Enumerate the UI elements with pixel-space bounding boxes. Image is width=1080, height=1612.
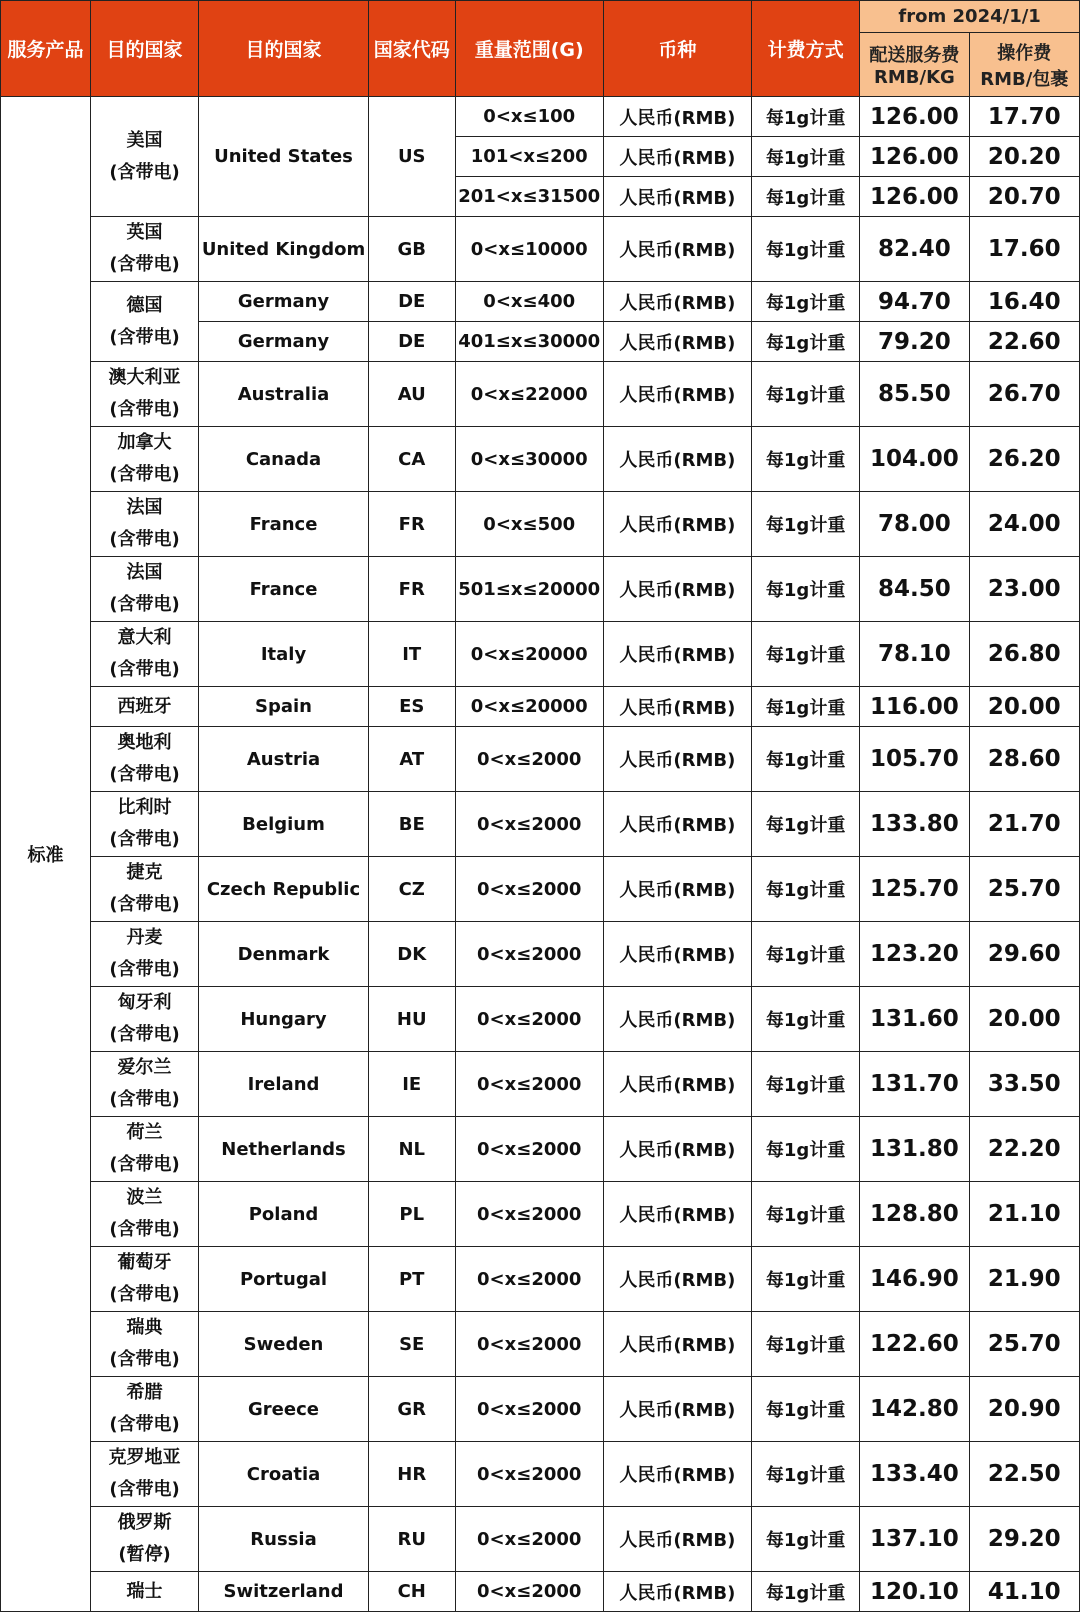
country-en-cell: Russia [199,1507,369,1572]
table-row [1,1052,1080,1117]
delivery-fee-cell: 142.80 [860,1377,969,1442]
weight-range-cell: 0<x≤2000 [455,1572,603,1612]
country-cn-note: (含带电) [109,1349,180,1370]
handling-fee-cell: 21.10 [969,1182,1079,1247]
country-cn-cell [90,1507,198,1572]
country-code-cell: HU [368,987,455,1052]
billing-method-cell: 每1g计重 [751,687,859,727]
country-code-cell: DE [368,282,455,322]
country-cn-name: 法国 [126,497,163,518]
country-cn-note: (含带电) [109,1089,180,1110]
delivery-fee-cell: 131.60 [860,987,969,1052]
country-cn-note: (含带电) [109,1154,180,1175]
country-cn-name: 荷兰 [126,1122,163,1143]
service-product-cell: 标准 [1,97,91,1612]
country-en-cell: Canada [199,427,369,492]
country-cn-note: (含带电) [109,1219,180,1240]
country-cn-note: (含带电) [109,399,180,420]
country-code-cell: FR [368,492,455,557]
country-code-cell: NL [368,1117,455,1182]
handling-fee-cell: 25.70 [969,1312,1079,1377]
currency-cell: 人民币(RMB) [603,137,751,177]
header-effective-date: from 2024/1/1 [860,1,1080,33]
country-en-cell: Portugal [199,1247,369,1312]
country-code-cell: GB [368,217,455,282]
country-cn-note: (含带电) [109,894,180,915]
weight-range-cell: 0<x≤30000 [455,427,603,492]
country-cn-name: 英国 [126,222,163,243]
country-cn-note: (含带电) [109,1024,180,1045]
country-cn-cell [90,687,198,727]
country-en-cell: Australia [199,362,369,427]
country-cn-name: 爱尔兰 [117,1057,172,1078]
handling-fee-cell: 24.00 [969,492,1079,557]
country-cn-note: (含带电) [109,1479,180,1500]
delivery-fee-cell: 146.90 [860,1247,969,1312]
header-handling-fee-unit: RMB/包裹 [980,68,1069,90]
billing-method-cell: 每1g计重 [751,922,859,987]
country-cn-cell [90,492,198,557]
header-delivery-fee [860,33,969,97]
country-cn-note: (含带电) [109,1284,180,1305]
weight-range-cell: 501≤x≤20000 [455,557,603,622]
country-cn-note: (含带电) [109,594,180,615]
country-cn-name: 澳大利亚 [108,367,181,388]
handling-fee-cell: 33.50 [969,1052,1079,1117]
header-handling-fee-label: 操作费 [997,42,1052,64]
currency-cell: 人民币(RMB) [603,687,751,727]
table-row [1,792,1080,857]
billing-method-cell: 每1g计重 [751,1312,859,1377]
weight-range-cell: 0<x≤2000 [455,1312,603,1377]
currency-cell: 人民币(RMB) [603,857,751,922]
billing-method-cell: 每1g计重 [751,177,859,217]
billing-method-cell: 每1g计重 [751,1442,859,1507]
country-cn-name: 匈牙利 [117,992,172,1013]
table-row [1,282,1080,322]
country-code-cell: GR [368,1377,455,1442]
table-row [1,1572,1080,1612]
handling-fee-cell: 17.60 [969,217,1079,282]
country-cn-cell [90,97,198,217]
weight-range-cell: 101<x≤200 [455,137,603,177]
weight-range-cell: 0<x≤2000 [455,1052,603,1117]
country-code-cell: SE [368,1312,455,1377]
currency-cell: 人民币(RMB) [603,557,751,622]
country-code-cell: PL [368,1182,455,1247]
country-cn-cell [90,1572,198,1612]
country-cn-cell [90,282,198,362]
weight-range-cell: 0<x≤100 [455,97,603,137]
table-row [1,427,1080,492]
currency-cell: 人民币(RMB) [603,427,751,492]
currency-cell: 人民币(RMB) [603,1377,751,1442]
table-header [1,1,1080,97]
country-cn-cell [90,217,198,282]
country-cn-note: (含带电) [109,254,180,275]
country-code-cell: RU [368,1507,455,1572]
delivery-fee-cell: 116.00 [860,687,969,727]
handling-fee-cell: 25.70 [969,857,1079,922]
country-cn-name: 丹麦 [126,927,163,948]
country-cn-note: (含带电) [109,161,180,183]
country-en-cell: France [199,492,369,557]
country-cn-name: 捷克 [126,862,163,883]
country-cn-note: (含带电) [109,829,180,850]
weight-range-cell: 0<x≤2000 [455,792,603,857]
currency-cell: 人民币(RMB) [603,1052,751,1117]
weight-range-cell: 0<x≤2000 [455,727,603,792]
country-en-cell: Croatia [199,1442,369,1507]
billing-method-cell: 每1g计重 [751,622,859,687]
header-currency: 币种 [603,1,751,97]
delivery-fee-cell: 123.20 [860,922,969,987]
country-cn-name: 加拿大 [117,432,172,453]
weight-range-cell: 0<x≤20000 [455,687,603,727]
currency-cell: 人民币(RMB) [603,987,751,1052]
header-billing-method: 计费方式 [751,1,859,97]
header-handling-fee [969,33,1079,97]
delivery-fee-cell: 79.20 [860,322,969,362]
table-row [1,217,1080,282]
delivery-fee-cell: 122.60 [860,1312,969,1377]
handling-fee-cell: 20.00 [969,987,1079,1052]
country-cn-cell [90,727,198,792]
currency-cell: 人民币(RMB) [603,1572,751,1612]
billing-method-cell: 每1g计重 [751,137,859,177]
country-cn-name: 波兰 [126,1187,163,1208]
country-cn-name: 西班牙 [117,695,172,717]
table-body [1,97,1080,1612]
country-en-cell: France [199,557,369,622]
country-cn-name: 奥地利 [117,732,172,753]
billing-method-cell: 每1g计重 [751,217,859,282]
billing-method-cell: 每1g计重 [751,557,859,622]
currency-cell: 人民币(RMB) [603,1182,751,1247]
billing-method-cell: 每1g计重 [751,792,859,857]
handling-fee-cell: 16.40 [969,282,1079,322]
table-row [1,1312,1080,1377]
billing-method-cell: 每1g计重 [751,1182,859,1247]
country-en-cell: Denmark [199,922,369,987]
country-code-cell: BE [368,792,455,857]
country-code-cell: CZ [368,857,455,922]
currency-cell: 人民币(RMB) [603,177,751,217]
handling-fee-cell: 26.20 [969,427,1079,492]
table-row [1,1117,1080,1182]
currency-cell: 人民币(RMB) [603,792,751,857]
handling-fee-cell: 29.60 [969,922,1079,987]
country-cn-cell [90,1117,198,1182]
handling-fee-cell: 21.70 [969,792,1079,857]
weight-range-cell: 0<x≤2000 [455,987,603,1052]
weight-range-cell: 0<x≤2000 [455,1377,603,1442]
billing-method-cell: 每1g计重 [751,1117,859,1182]
billing-method-cell: 每1g计重 [751,362,859,427]
country-cn-name: 瑞士 [126,1580,163,1602]
country-cn-cell [90,557,198,622]
currency-cell: 人民币(RMB) [603,217,751,282]
country-cn-name: 意大利 [117,627,172,648]
delivery-fee-cell: 104.00 [860,427,969,492]
currency-cell: 人民币(RMB) [603,492,751,557]
weight-range-cell: 0<x≤22000 [455,362,603,427]
delivery-fee-cell: 105.70 [860,727,969,792]
country-en-cell: Netherlands [199,1117,369,1182]
currency-cell: 人民币(RMB) [603,1507,751,1572]
country-cn-note: (含带电) [109,529,180,550]
country-en-cell: Italy [199,622,369,687]
table-row [1,1377,1080,1442]
country-cn-note: (含带电) [109,659,180,680]
delivery-fee-cell: 126.00 [860,97,969,137]
table-row [1,857,1080,922]
currency-cell: 人民币(RMB) [603,1247,751,1312]
delivery-fee-cell: 78.10 [860,622,969,687]
country-cn-cell [90,792,198,857]
weight-range-cell: 0<x≤2000 [455,857,603,922]
currency-cell: 人民币(RMB) [603,922,751,987]
handling-fee-cell: 26.70 [969,362,1079,427]
weight-range-cell: 0<x≤400 [455,282,603,322]
country-cn-cell [90,987,198,1052]
country-cn-note: (含带电) [109,464,180,485]
billing-method-cell: 每1g计重 [751,1052,859,1117]
country-cn-name: 瑞典 [126,1317,163,1338]
country-en-cell: Germany [199,322,369,362]
country-cn-note: (暂停) [118,1544,171,1565]
country-cn-cell [90,1052,198,1117]
table-row [1,987,1080,1052]
country-code-cell: AT [368,727,455,792]
currency-cell: 人民币(RMB) [603,1442,751,1507]
delivery-fee-cell: 85.50 [860,362,969,427]
handling-fee-cell: 29.20 [969,1507,1079,1572]
country-en-cell: Czech Republic [199,857,369,922]
currency-cell: 人民币(RMB) [603,362,751,427]
handling-fee-cell: 22.50 [969,1442,1079,1507]
handling-fee-cell: 20.90 [969,1377,1079,1442]
billing-method-cell: 每1g计重 [751,322,859,362]
country-code-cell: HR [368,1442,455,1507]
weight-range-cell: 0<x≤500 [455,492,603,557]
weight-range-cell: 0<x≤10000 [455,217,603,282]
country-cn-cell [90,1182,198,1247]
weight-range-cell: 201<x≤31500 [455,177,603,217]
weight-range-cell: 0<x≤20000 [455,622,603,687]
billing-method-cell: 每1g计重 [751,427,859,492]
table-row [1,922,1080,987]
country-cn-cell [90,362,198,427]
country-en-cell: Ireland [199,1052,369,1117]
weight-range-cell: 0<x≤2000 [455,1507,603,1572]
table-row [1,1182,1080,1247]
header-delivery-fee-unit: RMB/KG [874,67,955,88]
table-row [1,687,1080,727]
country-en-cell: Germany [199,282,369,322]
country-cn-name: 俄罗斯 [117,1512,172,1533]
delivery-fee-cell: 120.10 [860,1572,969,1612]
table-row [1,97,1080,137]
currency-cell: 人民币(RMB) [603,282,751,322]
currency-cell: 人民币(RMB) [603,622,751,687]
country-code-cell: AU [368,362,455,427]
handling-fee-cell: 21.90 [969,1247,1079,1312]
table-row [1,1247,1080,1312]
country-cn-note: (含带电) [109,1414,180,1435]
table-row [1,492,1080,557]
country-cn-name: 德国 [126,294,163,316]
billing-method-cell: 每1g计重 [751,492,859,557]
country-code-cell: US [368,97,455,217]
currency-cell: 人民币(RMB) [603,727,751,792]
country-en-cell: Poland [199,1182,369,1247]
weight-range-cell: 0<x≤2000 [455,922,603,987]
country-code-cell: FR [368,557,455,622]
billing-method-cell: 每1g计重 [751,1572,859,1612]
handling-fee-cell: 26.80 [969,622,1079,687]
currency-cell: 人民币(RMB) [603,322,751,362]
delivery-fee-cell: 133.80 [860,792,969,857]
billing-method-cell: 每1g计重 [751,1377,859,1442]
country-en-cell: Spain [199,687,369,727]
country-cn-cell [90,1247,198,1312]
currency-cell: 人民币(RMB) [603,97,751,137]
header-delivery-fee-label: 配送服务费 [869,45,960,66]
country-en-cell: United States [199,97,369,217]
delivery-fee-cell: 125.70 [860,857,969,922]
country-cn-name: 美国 [126,129,163,151]
country-cn-cell [90,1312,198,1377]
header-country-code: 国家代码 [368,1,455,97]
country-code-cell: PT [368,1247,455,1312]
handling-fee-cell: 41.10 [969,1572,1079,1612]
header-service-product: 服务产品 [1,1,91,97]
country-en-cell: Belgium [199,792,369,857]
delivery-fee-cell: 128.80 [860,1182,969,1247]
table-row [1,557,1080,622]
weight-range-cell: 0<x≤2000 [455,1117,603,1182]
delivery-fee-cell: 94.70 [860,282,969,322]
delivery-fee-cell: 84.50 [860,557,969,622]
country-code-cell: CA [368,427,455,492]
handling-fee-cell: 20.70 [969,177,1079,217]
weight-range-cell: 0<x≤2000 [455,1442,603,1507]
weight-range-cell: 0<x≤2000 [455,1247,603,1312]
country-code-cell: IE [368,1052,455,1117]
country-cn-note: (含带电) [109,326,180,348]
country-en-cell: United Kingdom [199,217,369,282]
weight-range-cell: 0<x≤2000 [455,1182,603,1247]
country-en-cell: Greece [199,1377,369,1442]
billing-method-cell: 每1g计重 [751,1247,859,1312]
table-row [1,727,1080,792]
country-code-cell: IT [368,622,455,687]
weight-range-cell: 401≤x≤30000 [455,322,603,362]
country-code-cell: ES [368,687,455,727]
handling-fee-cell: 20.20 [969,137,1079,177]
country-cn-name: 葡萄牙 [117,1252,172,1273]
header-weight-range: 重量范围(G) [455,1,603,97]
country-en-cell: Hungary [199,987,369,1052]
billing-method-cell: 每1g计重 [751,857,859,922]
billing-method-cell: 每1g计重 [751,282,859,322]
delivery-fee-cell: 133.40 [860,1442,969,1507]
handling-fee-cell: 22.60 [969,322,1079,362]
table-row [1,622,1080,687]
country-cn-name: 克罗地亚 [108,1447,181,1468]
delivery-fee-cell: 126.00 [860,137,969,177]
delivery-fee-cell: 137.10 [860,1507,969,1572]
delivery-fee-cell: 126.00 [860,177,969,217]
delivery-fee-cell: 131.70 [860,1052,969,1117]
table-row [1,362,1080,427]
handling-fee-cell: 28.60 [969,727,1079,792]
country-cn-cell [90,622,198,687]
currency-cell: 人民币(RMB) [603,1312,751,1377]
table-row [1,1507,1080,1572]
country-code-cell: DE [368,322,455,362]
country-cn-cell [90,1377,198,1442]
country-cn-name: 希腊 [126,1382,163,1403]
header-dest-country-cn: 目的国家 [90,1,198,97]
country-en-cell: Sweden [199,1312,369,1377]
country-cn-note: (含带电) [109,959,180,980]
country-en-cell: Austria [199,727,369,792]
table-row [1,1442,1080,1507]
currency-cell: 人民币(RMB) [603,1117,751,1182]
country-cn-note: (含带电) [109,764,180,785]
handling-fee-cell: 23.00 [969,557,1079,622]
country-code-cell: CH [368,1572,455,1612]
delivery-fee-cell: 78.00 [860,492,969,557]
billing-method-cell: 每1g计重 [751,97,859,137]
handling-fee-cell: 22.20 [969,1117,1079,1182]
country-cn-name: 法国 [126,562,163,583]
country-cn-cell [90,427,198,492]
country-cn-cell [90,857,198,922]
billing-method-cell: 每1g计重 [751,987,859,1052]
handling-fee-cell: 20.00 [969,687,1079,727]
billing-method-cell: 每1g计重 [751,1507,859,1572]
country-cn-cell [90,922,198,987]
billing-method-cell: 每1g计重 [751,727,859,792]
country-code-cell: DK [368,922,455,987]
country-cn-cell [90,1442,198,1507]
handling-fee-cell: 17.70 [969,97,1079,137]
country-en-cell: Switzerland [199,1572,369,1612]
delivery-fee-cell: 82.40 [860,217,969,282]
country-cn-name: 比利时 [117,797,172,818]
header-dest-country-en: 目的国家 [199,1,369,97]
delivery-fee-cell: 131.80 [860,1117,969,1182]
